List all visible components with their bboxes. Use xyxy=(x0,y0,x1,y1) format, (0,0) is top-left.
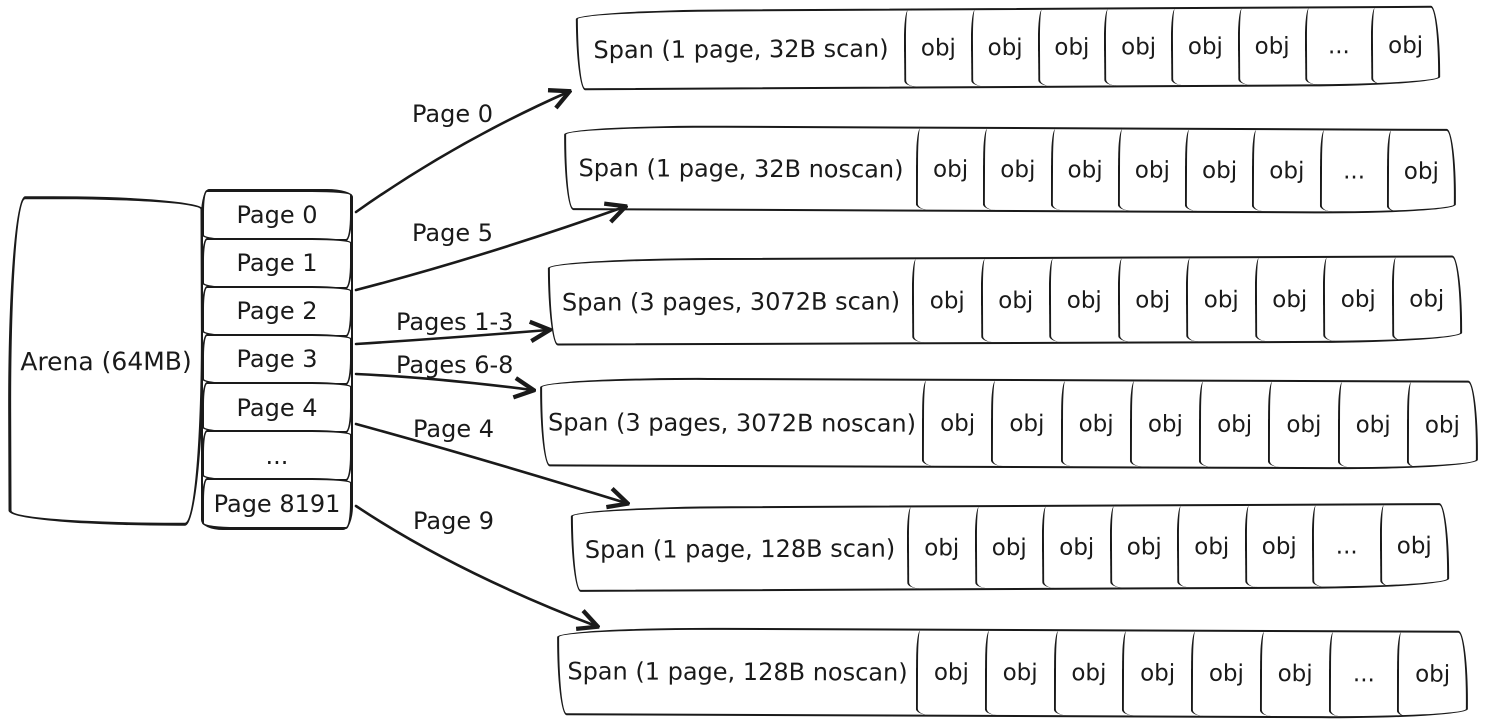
page-column xyxy=(201,189,353,530)
arrow-label-pages-6-8: Pages 6-8 xyxy=(396,351,514,379)
obj-cell: obj xyxy=(1268,382,1338,467)
obj-cell: obj xyxy=(1185,130,1253,211)
obj-cell: obj xyxy=(1252,130,1320,211)
obj-cell: obj xyxy=(1407,382,1477,467)
obj-cell: obj xyxy=(1042,507,1110,588)
page-cell: Page 2 xyxy=(202,286,353,337)
obj-cell: obj xyxy=(1117,258,1186,341)
obj-cell: obj xyxy=(1186,258,1255,341)
arena-label: Arena (64MB) xyxy=(20,346,192,376)
page-cell-ellipsis: ... xyxy=(202,430,353,481)
obj-cell: obj xyxy=(1260,632,1329,716)
obj-cell: obj xyxy=(974,507,1042,588)
obj-cell: obj xyxy=(1371,8,1438,84)
obj-cell: obj xyxy=(1177,506,1245,587)
span-label: Span (1 page, 32B noscan) xyxy=(578,153,904,184)
obj-cell: obj xyxy=(1397,632,1466,716)
obj-cell: obj xyxy=(904,10,971,86)
obj-cell: obj xyxy=(916,129,984,210)
obj-cell: obj xyxy=(1122,631,1191,715)
span-label: Span (3 pages, 3072B scan) xyxy=(561,286,901,317)
ellipsis-cell: ... xyxy=(1304,8,1371,84)
obj-cell: obj xyxy=(1199,382,1269,467)
obj-cell: obj xyxy=(1037,9,1104,85)
ellipsis-cell: ... xyxy=(1319,130,1387,211)
obj-cell: obj xyxy=(1118,129,1186,210)
arrow-label-page-4: Page 4 xyxy=(413,415,494,443)
obj-cell: obj xyxy=(1238,8,1305,84)
obj-cell: obj xyxy=(1130,381,1200,466)
obj-cell: obj xyxy=(1337,382,1407,467)
page-cell: Page 3 xyxy=(202,334,353,385)
obj-cell: obj xyxy=(907,507,975,588)
page-cell: Page 8191 xyxy=(202,478,353,529)
obj-cell: obj xyxy=(1049,259,1118,342)
ellipsis-cell: ... xyxy=(1328,632,1397,716)
span-label: Span (1 page, 128B scan) xyxy=(584,534,896,564)
arena-box xyxy=(7,196,204,527)
arrow-label-pages-1-3: Pages 1-3 xyxy=(396,308,514,336)
obj-cell: obj xyxy=(980,259,1049,342)
obj-cell: obj xyxy=(1387,131,1455,212)
obj-cell: obj xyxy=(1050,129,1118,210)
obj-cell: obj xyxy=(1379,505,1447,586)
page-cell: Page 0 xyxy=(202,190,353,241)
obj-cell: obj xyxy=(1191,632,1260,716)
obj-cell: obj xyxy=(916,631,985,715)
span-label: Span (1 page, 32B scan) xyxy=(593,34,889,65)
span-row-128b-scan xyxy=(571,503,1449,592)
span-label: Span (3 pages, 3072B noscan) xyxy=(547,407,917,438)
span-label: Span (1 page, 128B noscan) xyxy=(567,657,908,687)
obj-cell: obj xyxy=(971,10,1038,86)
obj-cell: obj xyxy=(1391,257,1460,340)
obj-cell: obj xyxy=(1109,506,1177,587)
ellipsis-cell: ... xyxy=(1312,505,1380,586)
arrow-label-page-5: Page 5 xyxy=(412,219,493,247)
span-row-32b-scan xyxy=(576,6,1440,91)
span-row-3072b-scan xyxy=(548,255,1462,345)
page-cell: Page 1 xyxy=(202,238,353,289)
obj-cell: obj xyxy=(1104,9,1171,85)
obj-cell: obj xyxy=(991,381,1061,466)
obj-cell: obj xyxy=(1171,9,1238,85)
span-row-3072b-noscan xyxy=(540,377,1478,469)
page-cell: Page 4 xyxy=(202,382,353,433)
obj-cell: obj xyxy=(985,631,1054,715)
span-row-128b-noscan xyxy=(557,627,1468,718)
obj-cell: obj xyxy=(983,129,1051,210)
arrow-label-page-9: Page 9 xyxy=(413,507,494,535)
span-row-32b-noscan xyxy=(564,125,1456,214)
obj-cell: obj xyxy=(1323,258,1392,341)
arrow-label-page-0: Page 0 xyxy=(412,100,493,128)
obj-cell: obj xyxy=(1060,381,1130,466)
obj-cell: obj xyxy=(1244,506,1312,587)
obj-cell: obj xyxy=(922,381,992,466)
obj-cell: obj xyxy=(912,259,981,342)
obj-cell: obj xyxy=(1053,631,1122,715)
obj-cell: obj xyxy=(1254,258,1323,341)
